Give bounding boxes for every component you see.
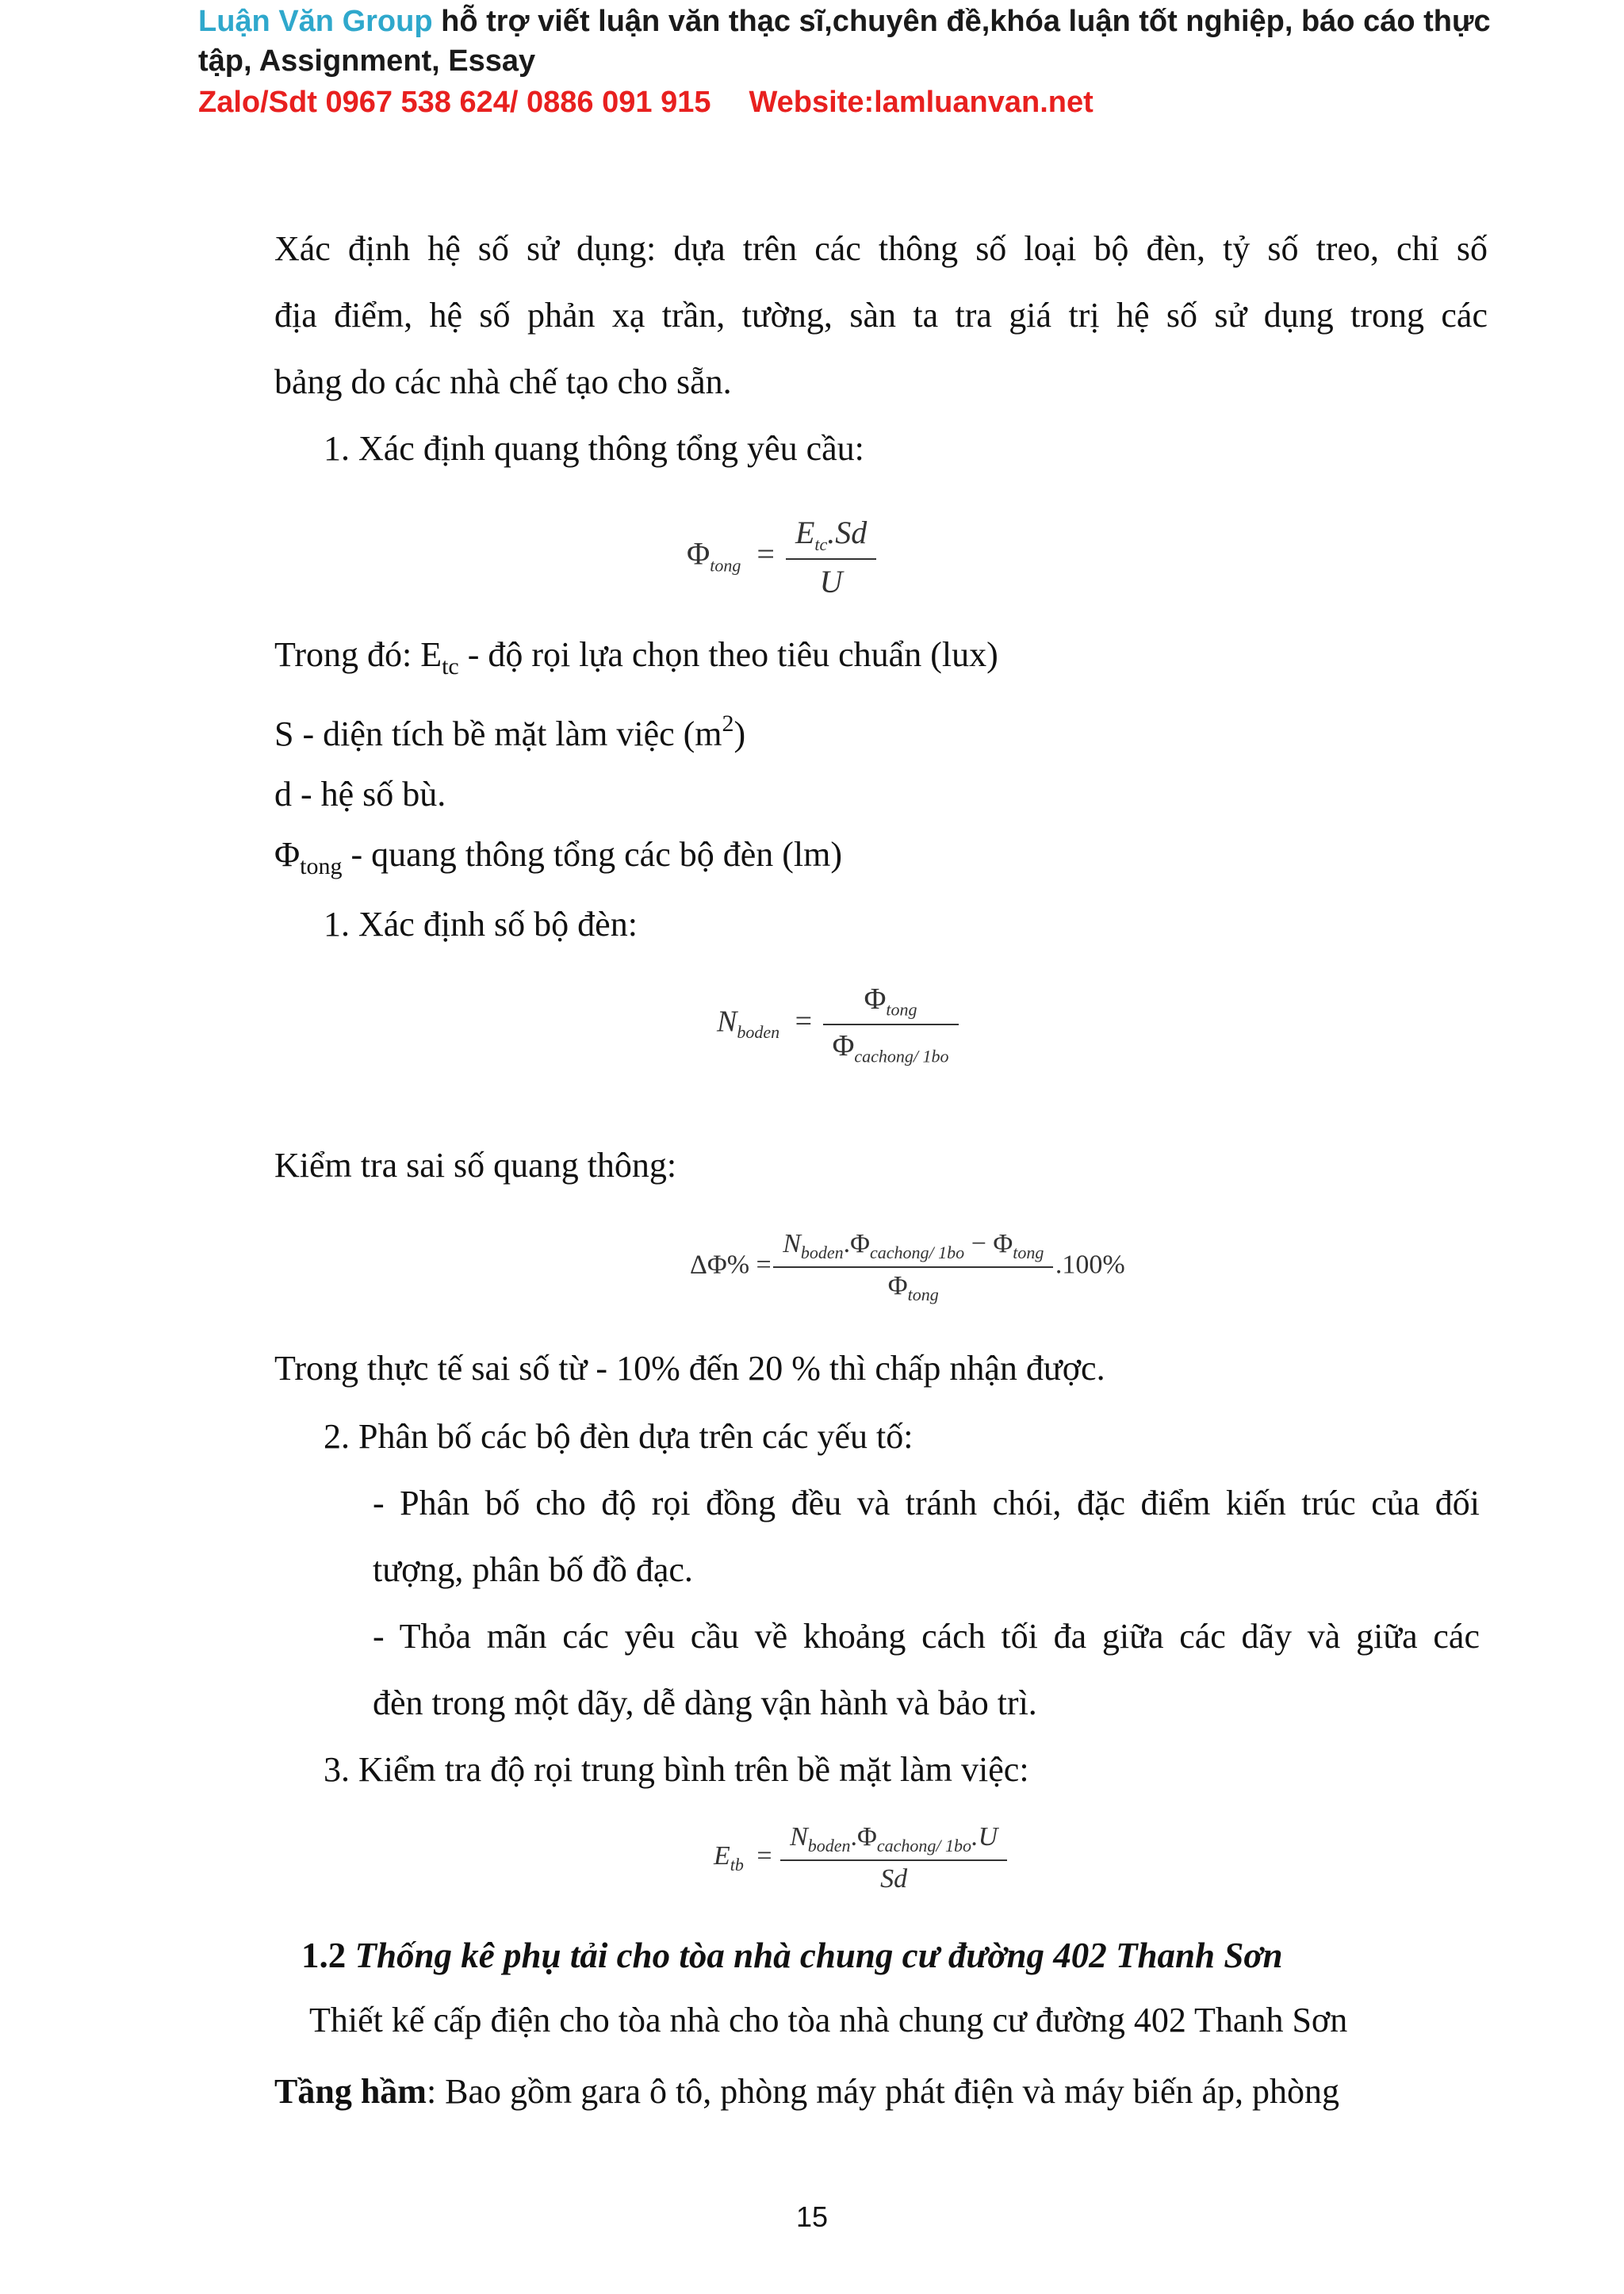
compensation-line: d - hệ số bù. <box>274 775 446 814</box>
formula-lamp-count: $N_{boden}$ = $\frac{\Phi_{tong}}{\Phi_{cachong/ 1bo}}$ <box>717 982 954 1067</box>
where-line: Trong đó: $E_{tc}$ - độ rọi lựa chọn theo tiêu chuẩn (lux) <box>274 635 998 680</box>
formula-total-flux: $\Phi_{tong}$ = $\frac{E_{tc}.Sd}{U}$ <box>687 514 871 600</box>
area-line: S - diện tích bề mặt làm việc $(m^2)$ <box>274 710 746 753</box>
section-heading: 1.2 Thống kê phụ tải cho tòa nhà chung cư đường 402 Thanh Sơn <box>301 1936 1283 1975</box>
flux-definition-line: $\Phi_{tong}$ - quang thông tổng các bộ đèn (lm) <box>274 835 843 879</box>
formula-flux-error: ΔΦ% = $\frac{N_{boden}.\Phi_{cachong/ 1bo} - \Phi_{tong}}{\Phi_{tong}}$ .100% <box>690 1229 1125 1304</box>
paragraph-line: bảng do các nhà chế tạo cho sẵn. <box>274 362 732 401</box>
check-error-heading: Kiểm tra sai số quang thông: <box>274 1146 677 1185</box>
bullet-line: - Thỏa mãn các yêu cầu về khoảng cách tối đa giữa các dãy và giữa các <box>373 1617 1480 1656</box>
brand-name: Luận Văn Group <box>198 5 433 38</box>
bullet-line: tượng, phân bố đồ đạc. <box>373 1550 693 1589</box>
formula-avg-illuminance: $E_{tb}$ = $\frac{N_{boden}.\Phi_{cachong/ 1bo}.U}{Sd}$ <box>714 1822 1002 1894</box>
paragraph-line: Xác định hệ số sử dụng: dựa trên các thông số loại bộ đèn, tỷ số treo, chỉ số <box>274 229 1488 268</box>
bullet-line: - Phân bố cho độ rọi đồng đều và tránh chói, đặc điểm kiến trúc của đối <box>373 1484 1480 1522</box>
header-contact-line <box>198 82 1094 122</box>
basement-line: Tầng hầm: Bao gồm gara ô tô, phòng máy phát điện và máy biến áp, phòng <box>274 2072 1340 2111</box>
list-item-3: 3. Kiểm tra độ rọi trung bình trên bề mặt làm việc: <box>324 1750 1029 1789</box>
list-item-1b: 1. Xác định số bộ đèn: <box>324 905 638 944</box>
header-phone: Zalo/Sdt 0967 538 624/ 0886 091 915 <box>198 86 711 119</box>
header-tagline: hỗ trợ viết luận văn thạc sĩ,chuyên đề,khóa luận tốt nghiệp, báo cáo thực <box>432 5 1491 38</box>
header-line-1 <box>198 2 1491 41</box>
list-item-2: 2. Phân bố các bộ đèn dựa trên các yếu tố: <box>324 1417 914 1456</box>
page-number: 15 <box>795 2200 829 2233</box>
list-item-1: 1. Xác định quang thông tổng yêu cầu: <box>324 429 864 468</box>
practice-note: Trong thực tế sai số từ - 10% đến 20 % thì chấp nhận được. <box>274 1349 1105 1388</box>
header-line-2: tập, Assignment, Essay <box>198 44 536 78</box>
header-website: Website:lamluanvan.net <box>749 86 1094 119</box>
bullet-line: đèn trong một dãy, dễ dàng vận hành và bảo trì. <box>373 1683 1037 1722</box>
design-line: Thiết kế cấp điện cho tòa nhà cho tòa nhà chung cư đường 402 Thanh Sơn <box>309 2001 1348 2039</box>
paragraph-line: địa điểm, hệ số phản xạ trần, tường, sàn ta tra giá trị hệ số sử dụng trong các <box>274 296 1488 335</box>
